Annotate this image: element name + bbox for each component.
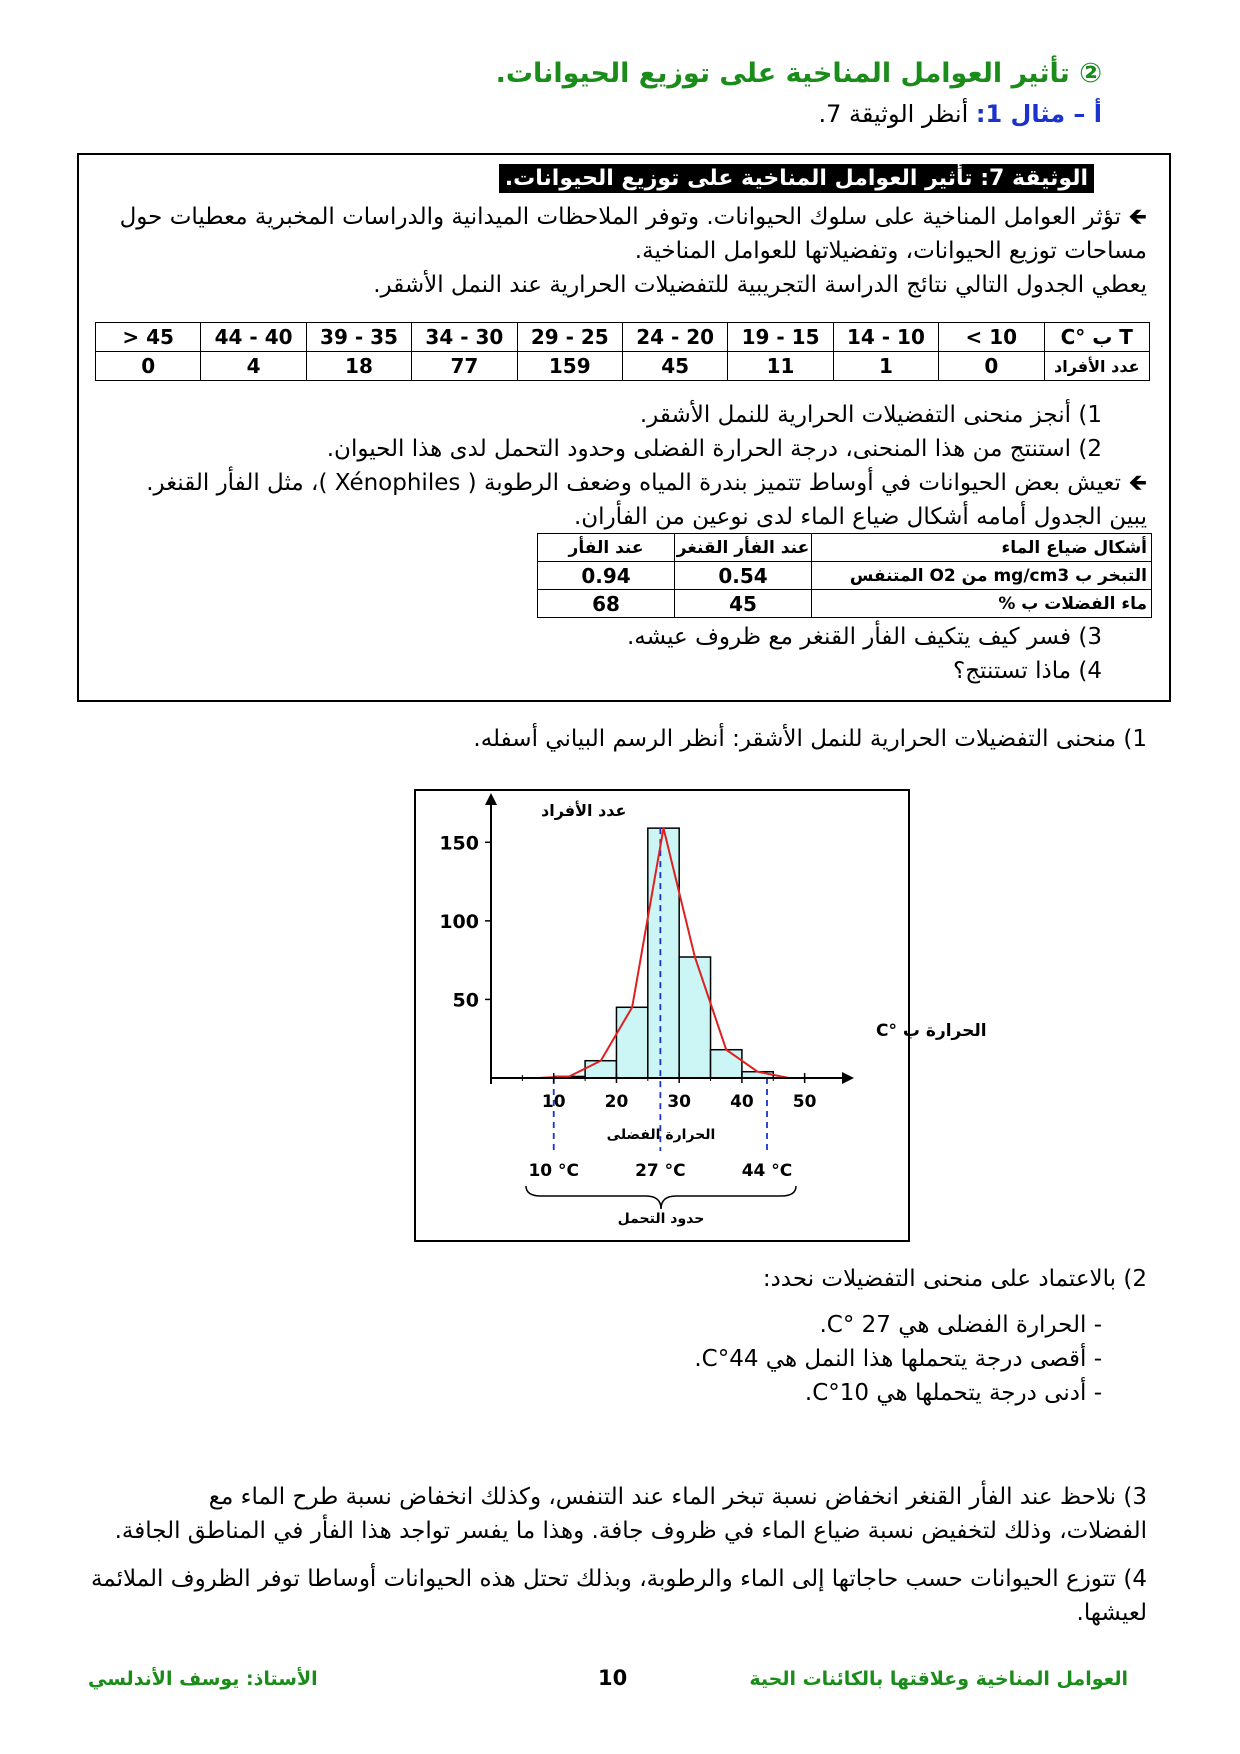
histogram-bar (616, 1007, 647, 1078)
table-cell: ماء الفضلات ب % (812, 590, 1152, 618)
doc-para2-line1: 🡸 تعيش بعض الحيوانات في أوساط تتميز بندرة المياه وضعف الرطوبة ( Xénophiles )، مثل الفأر القنغر. (146, 470, 1147, 496)
x-axis-label: الحرارة ب °C (876, 1021, 987, 1041)
limits-label: حدود التحمل (617, 1211, 705, 1227)
histogram-chart (416, 791, 987, 1240)
table-row (538, 562, 1152, 590)
list-item: - أدنى درجة يتحملها هي 10°C. (804, 1380, 1102, 1406)
question-4: 4) ماذا تستنتج؟ (953, 658, 1102, 684)
answer-3-line1: 3) نلاحظ عند الفأر القنغر انخفاض نسبة تبخر الماء عند التنفس، وكذلك انخفاض نسبة طرح الماء مع (208, 1484, 1147, 1510)
histogram-bar (585, 1061, 616, 1078)
doc-questions-3-4 (302, 620, 1102, 688)
temperature-table (95, 322, 1150, 381)
optimum-label: الحرارة الفضلى (606, 1127, 716, 1143)
question-1: 1) أنجز منحنى التفضيلات الحرارية للنمل الأشقر. (639, 402, 1102, 428)
table-header: عند الفأر (538, 534, 675, 562)
histogram-bar (648, 828, 679, 1078)
marker-label: 10 °C (528, 1161, 580, 1181)
marker-label: 44 °C (741, 1161, 793, 1181)
answer-4-line1: 4) تتوزع الحيوانات حسب حاجاتها إلى الماء والرطوبة، وبذلك تحتل هذه الحيوانات أوساطا توفر الظروف الملائمة (90, 1566, 1147, 1592)
y-tick-label: 100 (439, 910, 479, 933)
answer-4-line2: لعيشها. (1076, 1600, 1147, 1626)
example-text: أنظر الوثيقة 7. (818, 100, 969, 128)
answer-1: 1) منحنى التفضيلات الحرارية للنمل الأشقر: أنظر الرسم البياني أسفله. (473, 726, 1147, 752)
table-header: عند الفأر القنغر (675, 534, 812, 562)
table-row-label: عدد الأفراد (1044, 352, 1149, 381)
x-tick-label: 50 (792, 1092, 817, 1112)
histogram-bar (711, 1050, 742, 1078)
table-cell: 159 (517, 352, 622, 381)
table-header: أشكال ضياع الماء (812, 534, 1152, 562)
table-cell: 45 (622, 352, 727, 381)
doc-paragraph-2 (87, 466, 1147, 534)
table-cell: 44 - 40 (201, 323, 306, 352)
question-2: 2) استنتج من هذا المنحنى، درجة الحرارة الفضلى وحدود التحمل لدى هذا الحيوان. (326, 436, 1102, 462)
table-cell: 0.54 (675, 562, 812, 590)
x-axis-arrow-icon (842, 1072, 854, 1084)
histogram-bar (679, 957, 710, 1078)
table-row (96, 352, 1150, 381)
table-cell: 18 (306, 352, 411, 381)
table-cell: > 45 (96, 323, 201, 352)
doc-para1-line3: يعطي الجدول التالي نتائج الدراسة التجريبية للتفضيلات الحرارية عند النمل الأشقر. (373, 272, 1147, 298)
table-cell: 0 (96, 352, 201, 381)
y-axis-arrow-icon (485, 793, 497, 805)
document-heading: الوثيقة 7: تأثير العوامل المناخية على توزيع الحيوانات. (499, 164, 1094, 193)
footer-author: الأستاذ: يوسف الأندلسي (88, 1668, 318, 1690)
list-item: - أقصى درجة يتحملها هذا النمل هي 44°C. (694, 1346, 1102, 1372)
x-tick-label: 40 (730, 1092, 754, 1112)
y-tick-label: 150 (439, 832, 479, 855)
example-label: أ – مثال 1: (975, 100, 1102, 128)
x-tick-label: 30 (667, 1092, 692, 1112)
doc-para1-line1: 🡸 تؤثر العوامل المناخية على سلوك الحيوانات. وتوفر الملاحظات الميدانية والدراسات المخبرية معطيات حول (119, 204, 1147, 230)
table-cell: 68 (538, 590, 675, 618)
table-row (96, 323, 1150, 352)
doc-para2-line2: يبين الجدول أمامه أشكال ضياع الماء لدى نوعين من الفأران. (573, 504, 1147, 530)
y-tick-label: 50 (452, 989, 479, 1012)
table-row (538, 534, 1152, 562)
table-row-label: T ب °C (1044, 323, 1149, 352)
marker-label: 27 °C (635, 1161, 686, 1181)
doc-para1-line2: مساحات توزيع الحيوانات، وتفضيلاتها للعوامل المناخية. (634, 238, 1147, 264)
y-axis-label: عدد الأفراد (541, 801, 627, 820)
table-cell: 0.94 (538, 562, 675, 590)
table-cell: 1 (833, 352, 938, 381)
table-cell: < 10 (939, 323, 1044, 352)
footer-course-title: العوامل المناخية وعلاقتها بالكائنات الحية (749, 1668, 1128, 1690)
table-cell: 39 - 35 (306, 323, 411, 352)
table-cell: 4 (201, 352, 306, 381)
answer-3 (87, 1480, 1147, 1548)
question-3: 3) فسر كيف يتكيف الفأر القنغر مع ظروف عيشه. (626, 624, 1102, 650)
table-cell: 0 (939, 352, 1044, 381)
answer-2-list (202, 1308, 1102, 1410)
chart-frame (414, 789, 987, 1242)
table-cell: 24 - 20 (622, 323, 727, 352)
table-cell: 19 - 15 (728, 323, 833, 352)
limits-brace (526, 1186, 796, 1209)
doc-questions-1-2 (102, 398, 1102, 466)
list-item: - الحرارة الفضلى هي 27 °C. (819, 1312, 1102, 1338)
table-cell: التبخر ب mg/cm3 من O2 المتنفس (812, 562, 1152, 590)
x-tick-label: 10 (541, 1092, 566, 1112)
section-title: ② تأثير العوامل المناخية على توزيع الحيوانات. (495, 58, 1102, 89)
water-loss-table (537, 533, 1152, 618)
table-cell: 77 (412, 352, 517, 381)
table-cell: 11 (728, 352, 833, 381)
answer-2-intro: 2) بالاعتماد على منحنى التفضيلات نحدد: (762, 1266, 1147, 1292)
x-tick-label: 20 (604, 1092, 629, 1112)
table-cell: 14 - 10 (833, 323, 938, 352)
answer-3-line2: الفضلات، وذلك لتخفيض نسبة ضياع الماء في ظروف جافة. وهذا ما يفسر تواجد هذا الفأر في المناطق الجافة. (114, 1518, 1147, 1544)
doc-paragraph-1 (87, 200, 1147, 302)
table-row (538, 590, 1152, 618)
example-line (818, 100, 1102, 128)
answer-4 (87, 1562, 1147, 1630)
table-cell: 45 (675, 590, 812, 618)
table-cell: 34 - 30 (412, 323, 517, 352)
table-cell: 29 - 25 (517, 323, 622, 352)
page-number: 10 (598, 1666, 628, 1690)
